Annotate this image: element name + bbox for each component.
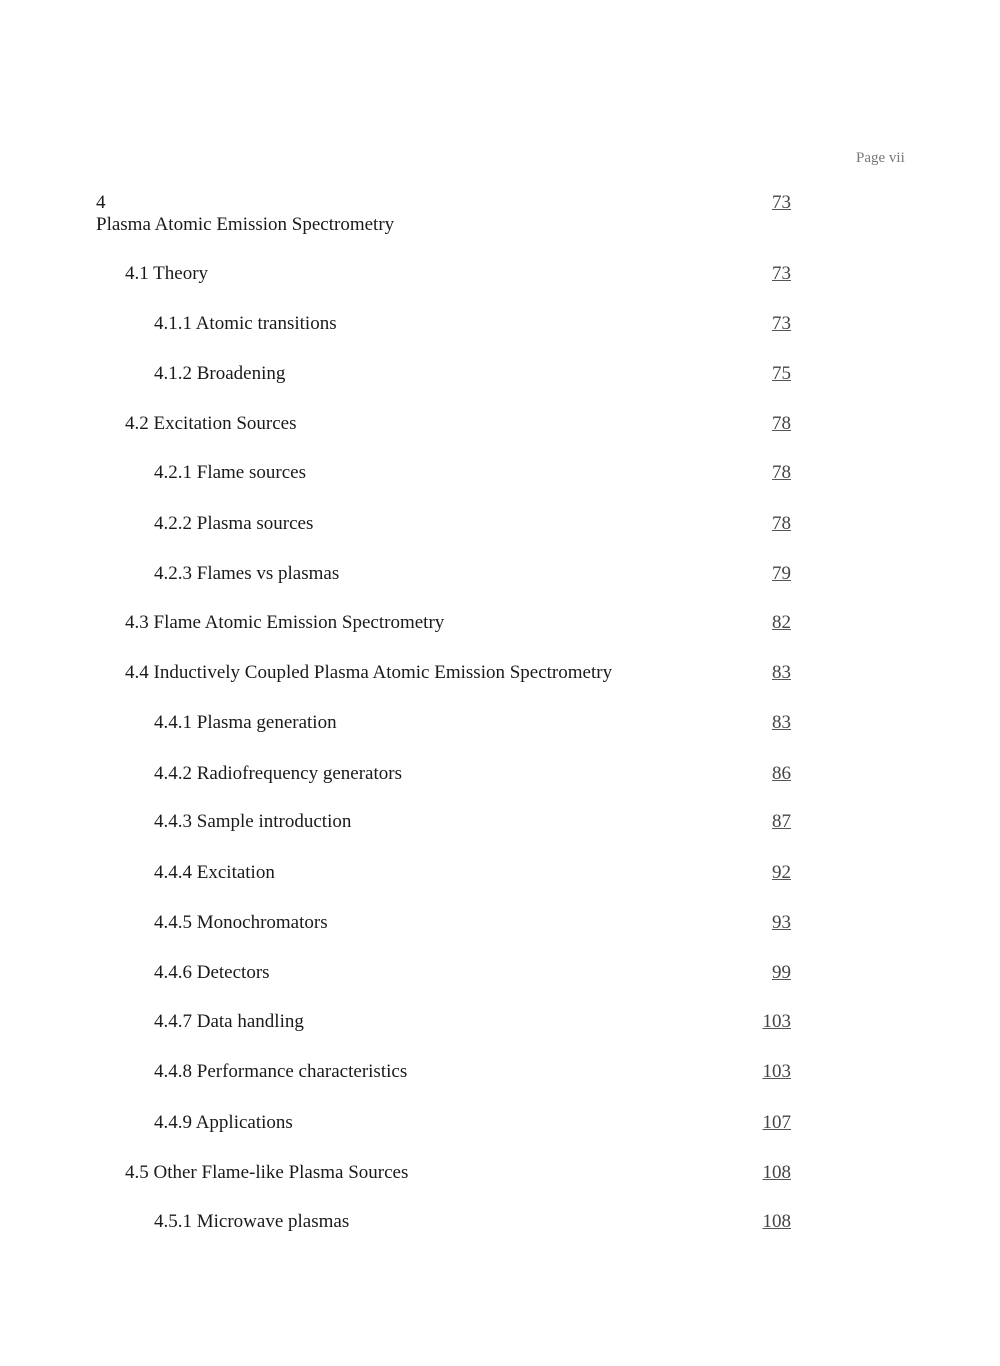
toc-entry-title: 4.4.3 Sample introduction	[154, 811, 352, 832]
toc-entry-title: 4.4.9 Applications	[154, 1112, 293, 1133]
page-link[interactable]: 78	[772, 462, 791, 483]
page-link[interactable]: 86	[772, 763, 791, 784]
page-link[interactable]: 92	[772, 862, 791, 883]
page-link[interactable]: 103	[762, 1061, 791, 1082]
page-link[interactable]: 93	[772, 912, 791, 933]
page-link[interactable]: 73	[772, 192, 791, 213]
toc-entry-title: 4.2.3 Flames vs plasmas	[154, 563, 340, 584]
page-link[interactable]: 75	[772, 363, 791, 384]
toc-entry-title: 4.4.4 Excitation	[154, 862, 275, 883]
toc-entry-title: 4.2 Excitation Sources	[125, 413, 297, 434]
toc-entry-title: 4.4.7 Data handling	[154, 1011, 304, 1032]
page-link[interactable]: 87	[772, 811, 791, 832]
toc-entry-title: 4.4.5 Monochromators	[154, 912, 328, 933]
page-link[interactable]: 83	[772, 712, 791, 733]
toc-entry-title: 4.4 Inductively Coupled Plasma Atomic Emission Spectrometry	[125, 662, 613, 683]
toc-entry-title: 4.2.1 Flame sources	[154, 462, 306, 483]
page-link[interactable]: 82	[772, 612, 791, 633]
chapter-title: Plasma Atomic Emission Spectrometry	[96, 214, 395, 235]
page-number-label: Page vii	[856, 150, 905, 166]
page-link[interactable]: 79	[772, 563, 791, 584]
toc-entry-title: 4.1.2 Broadening	[154, 363, 286, 384]
toc-entry-title: 4.1.1 Atomic transitions	[154, 313, 337, 334]
toc-entry-title: 4.5.1 Microwave plasmas	[154, 1211, 350, 1232]
page-link[interactable]: 103	[762, 1011, 791, 1032]
toc-entry-title: 4.4.8 Performance characteristics	[154, 1061, 408, 1082]
toc-entry-title: 4.4.1 Plasma generation	[154, 712, 337, 733]
toc-entry-title: 4.4.2 Radiofrequency generators	[154, 763, 402, 784]
page-link[interactable]: 73	[772, 263, 791, 284]
page-link[interactable]: 108	[762, 1162, 791, 1183]
page-link[interactable]: 73	[772, 313, 791, 334]
chapter-number: 4	[96, 192, 106, 213]
toc-entry-title: 4.4.6 Detectors	[154, 962, 270, 983]
toc-entry-title: 4.3 Flame Atomic Emission Spectrometry	[125, 612, 445, 633]
page-link[interactable]: 99	[772, 962, 791, 983]
page-link[interactable]: 107	[762, 1112, 791, 1133]
page-link[interactable]: 83	[772, 662, 791, 683]
page-link[interactable]: 78	[772, 513, 791, 534]
toc-entry-title: 4.1 Theory	[125, 263, 209, 284]
page-link[interactable]: 78	[772, 413, 791, 434]
page-link[interactable]: 108	[762, 1211, 791, 1232]
toc-entry-title: 4.5 Other Flame-like Plasma Sources	[125, 1162, 409, 1183]
toc-entry-title: 4.2.2 Plasma sources	[154, 513, 314, 534]
